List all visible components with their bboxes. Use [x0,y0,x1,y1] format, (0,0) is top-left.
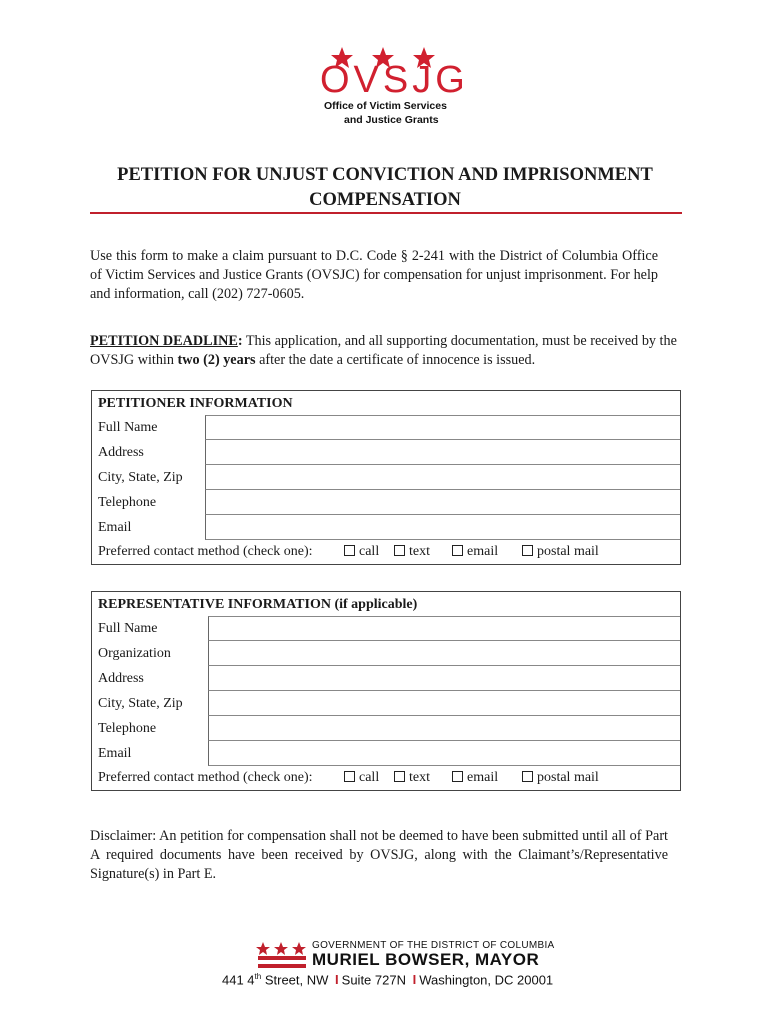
address-number: 441 4 [222,972,255,988]
option-label: call [359,770,380,785]
representative-telephone-field[interactable] [208,716,680,741]
address-separator: I [335,972,339,988]
representative-contact-method [92,766,680,790]
deadline-period: two (2) years [177,352,256,368]
deadline-paragraph [90,332,682,370]
logo-mark: OVSJG [320,59,469,101]
option-label: call [359,544,380,559]
option-label: text [409,544,430,559]
address-street: Street, NW [261,972,329,988]
contact-method-label: Preferred contact method (check one): [98,770,313,785]
address-city: Washington, DC 20001 [419,972,554,988]
deadline-label: PETITION DEADLINE [90,333,238,349]
field-label: Full Name [98,621,158,636]
checkbox-icon[interactable] [452,771,463,782]
field-label: City, State, Zip [98,470,183,485]
representative-row-email [92,741,680,766]
petitioner-information-section [91,390,681,565]
checkbox-icon[interactable] [394,771,405,782]
representative-email-field[interactable] [208,741,680,766]
field-label: Address [98,445,144,460]
representative-organization-field[interactable] [208,641,680,666]
representative-information-section [91,591,681,791]
petitioner-email-field[interactable] [205,515,680,540]
field-label: Address [98,671,144,686]
page-footer [0,938,770,998]
logo-line-1: Office of Victim Services [324,100,447,112]
petitioner-option-postal-mail[interactable] [522,540,599,564]
checkbox-icon[interactable] [452,545,463,556]
contact-method-label: Preferred contact method (check one): [98,544,313,559]
representative-heading: REPRESENTATIVE INFORMATION (if applicable) [98,597,418,612]
petitioner-row-city [92,465,680,490]
petitioner-row-address [92,440,680,465]
option-label: email [467,770,499,785]
petitioner-telephone-field[interactable] [205,490,680,515]
mayor-name: MURIEL BOWSER, MAYOR [312,950,540,969]
intro-paragraph: Use this form to make a claim pursuant to D.C. Code § 2-241 with the District of Columbia Office of Victim Services and Justice Grants (OVSJC) for compensation for unjust imprisonment. For help and information, call (202) 727-0605. [90,248,658,302]
deadline-colon: : [237,333,243,349]
checkbox-icon[interactable] [394,545,405,556]
checkbox-icon[interactable] [522,545,533,556]
representative-option-call[interactable] [344,766,379,790]
representative-row-organization [92,641,680,666]
petitioner-row-full-name [92,415,680,440]
field-label: City, State, Zip [98,696,183,711]
page-title: PETITION FOR UNJUST CONVICTION AND IMPRISONMENT COMPENSATION [117,165,653,210]
representative-city-state-zip-field[interactable] [208,691,680,716]
checkbox-icon[interactable] [344,771,355,782]
representative-row-address [92,666,680,691]
petitioner-option-email[interactable] [452,540,498,564]
footer-stars-icon [256,942,306,956]
checkbox-icon[interactable] [344,545,355,556]
petitioner-option-call[interactable] [344,540,379,564]
option-label: postal mail [537,544,599,559]
representative-row-city [92,691,680,716]
petitioner-option-text[interactable] [394,540,430,564]
footer-address [222,972,553,987]
petitioner-full-name-field[interactable] [205,415,680,440]
petitioner-row-telephone [92,490,680,515]
field-label: Telephone [98,495,157,510]
option-label: text [409,770,430,785]
field-label: Email [98,520,132,535]
representative-address-field[interactable] [208,666,680,691]
address-suite: Suite 727N [341,972,406,988]
petitioner-address-field[interactable] [205,440,680,465]
petitioner-heading: PETITIONER INFORMATION [98,396,293,411]
representative-row-full-name [92,616,680,641]
option-label: email [467,544,499,559]
deadline-text-1: This application, and all supporting documentation, must be received by the OVSJG within [90,333,677,368]
representative-option-text[interactable] [394,766,430,790]
petitioner-contact-method [92,540,680,564]
field-label: Email [98,746,132,761]
title-divider [90,212,682,214]
petitioner-city-state-zip-field[interactable] [205,465,680,490]
deadline-text-2: after the date a certificate of innocence is issued. [255,352,536,368]
field-label: Organization [98,646,171,661]
address-separator: I [412,972,417,988]
government-label: GOVERNMENT OF THE DISTRICT OF COLUMBIA [312,940,555,951]
disclaimer-paragraph: Disclaimer: An petition for compensation shall not be deemed to have been submitted until all of Part A required documents have been received by OVSJG, along with the Claimant’s/Representative Signature(s) in Part E. [90,828,668,882]
petitioner-row-email [92,515,680,540]
representative-full-name-field[interactable] [208,616,680,641]
option-label: postal mail [537,770,599,785]
representative-option-email[interactable] [452,766,498,790]
address-ordinal: th [254,972,262,981]
checkbox-icon[interactable] [522,771,533,782]
logo-line-2: and Justice Grants [344,114,439,126]
representative-row-telephone [92,716,680,741]
flag-bars-icon [258,956,306,970]
field-label: Full Name [98,420,158,435]
ovsjg-logo [300,46,470,132]
representative-option-postal-mail[interactable] [522,766,599,790]
field-label: Telephone [98,721,157,736]
